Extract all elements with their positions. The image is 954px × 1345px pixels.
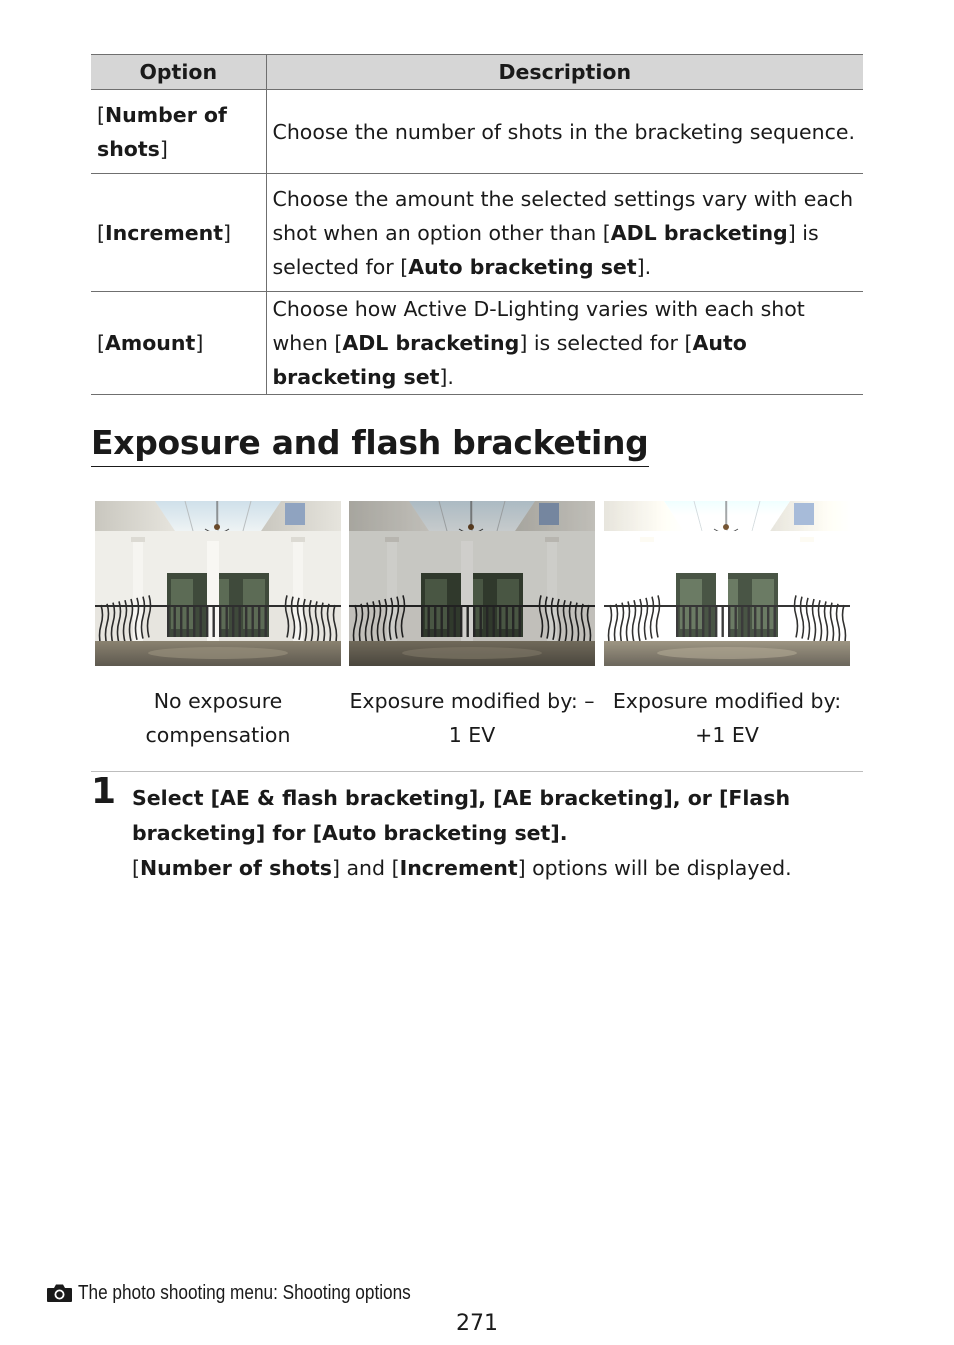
step-number: 1 [91, 771, 117, 812]
table-header-option: Option [91, 55, 266, 90]
example-caption: Exposure modified by: –1 EV [349, 689, 595, 747]
example-photo-normal [95, 501, 341, 666]
example-photo-minus-1ev [349, 501, 595, 666]
table-header-row [91, 55, 863, 90]
table-row [91, 90, 863, 174]
option-name: Number of shots [97, 102, 227, 161]
divider [91, 771, 863, 772]
description-cell: Choose the amount the selected settings vary with each shot when an option other than [ADL bracketing] is selected for [Auto bracketing set]. [266, 174, 863, 292]
description-cell: Choose how Active D-Lighting varies with each shot when [ADL bracketing] is selected for [Auto bracketing set]. [266, 292, 863, 395]
table-row [91, 292, 863, 395]
step-heading: Select [AE & flash bracketing], [AE bracketing], or [Flash bracketing] for [Auto bracketing set]. [132, 786, 791, 845]
breadcrumb-label: The photo shooting menu: Shooting options [78, 1282, 411, 1304]
camera-icon [46, 1283, 73, 1303]
table-header-description: Description [266, 55, 863, 90]
example-caption: Exposure modified by: +1 EV [612, 689, 842, 747]
page-number: 271 [456, 1311, 498, 1336]
table-row [91, 174, 863, 292]
description-cell: Choose the number of shots in the bracketing sequence. [266, 90, 863, 174]
option-name: Amount [105, 331, 196, 355]
options-table [91, 54, 863, 395]
option-name: Increment [105, 220, 224, 245]
example-photo-plus-1ev [604, 501, 850, 666]
breadcrumb[interactable] [46, 1279, 465, 1307]
example-caption: No exposure compensation [145, 689, 291, 747]
section-title: Exposure and flash bracketing [91, 421, 649, 467]
option-cell: [Increment] [91, 174, 266, 292]
option-cell: [Number of shots] [91, 90, 266, 174]
option-cell: [Amount] [91, 292, 266, 395]
step-body: [Number of shots] and [Increment] options will be displayed. [132, 856, 792, 880]
